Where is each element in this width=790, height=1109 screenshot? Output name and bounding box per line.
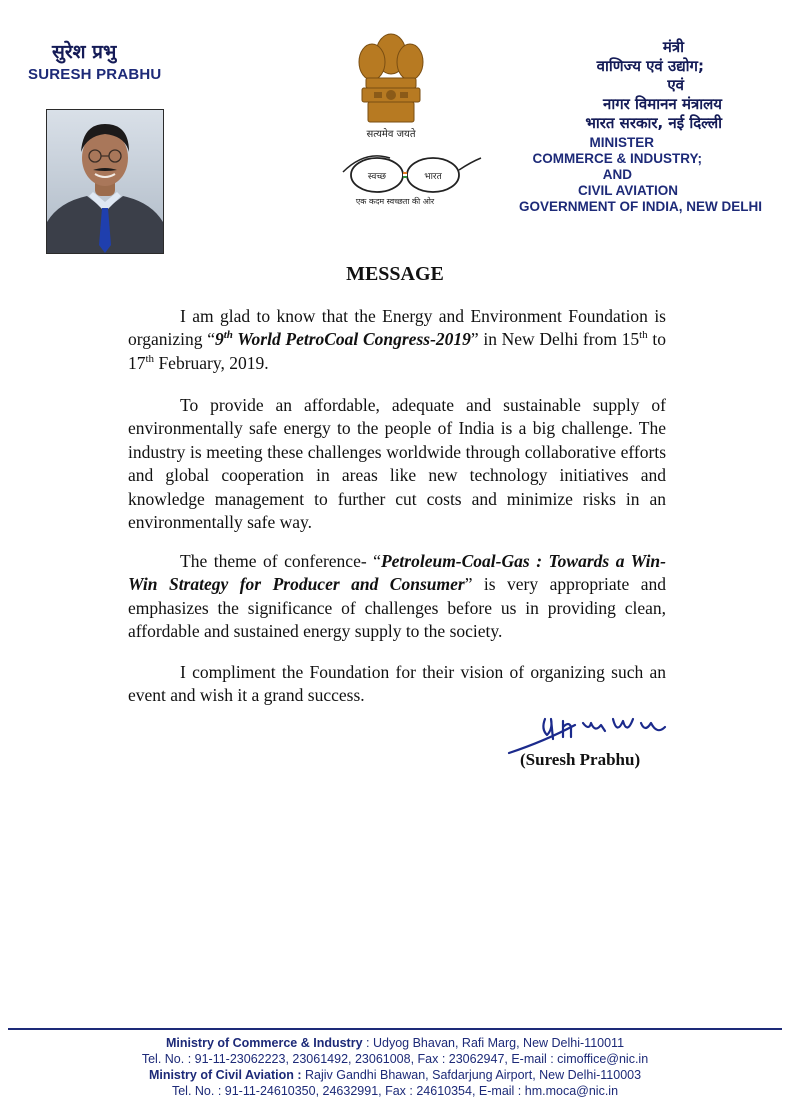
office-english-line: COMMERCE & INDUSTRY;: [532, 151, 702, 166]
date-suffix-2: th: [145, 352, 155, 365]
office-designation: [432, 38, 762, 215]
office-english-line: GOVERNMENT OF INDIA, NEW DELHI: [519, 199, 762, 214]
minister-photo: [46, 109, 164, 254]
p1-text-a: I am glad to know that the Energy and Environment Foundation is organizing “: [128, 306, 666, 350]
event-name: World PetroCoal Congress-2019: [232, 329, 471, 350]
office-hindi-line: भारत सरकार, नई दिल्ली: [585, 114, 722, 132]
event-number: 9: [214, 329, 224, 350]
message-title: MESSAGE: [346, 263, 444, 285]
signatory-name: (Suresh Prabhu): [520, 750, 641, 769]
p1-text-c: to 17: [128, 329, 666, 373]
p3-text-b: ” is very appropriate and emphasizes the significance of challenges before us in providing clean, affordable and sustained energy supply to the society.: [128, 574, 666, 642]
footer-address: [0, 1035, 790, 1099]
message-paragraph-4: [128, 661, 666, 708]
footer-divider: [8, 1028, 782, 1030]
p1-text-d: February, 2019.: [154, 352, 269, 373]
aviation-ministry-label: Ministry of Civil Aviation :: [148, 1068, 302, 1082]
office-hindi-line: मंत्री: [662, 38, 684, 56]
p3-text-a: The theme of conference- “: [180, 551, 381, 571]
commerce-ministry-address: : Udyog Bhavan, Rafi Marg, New Delhi-110011: [362, 1036, 625, 1050]
aviation-ministry-address: Rajiv Gandhi Bhawan, Safdarjung Airport, New Delhi-110003: [301, 1068, 642, 1082]
p1-text-b: ” in New Delhi from 15: [470, 329, 640, 350]
commerce-ministry-label: Ministry of Commerce & Industry: [165, 1036, 363, 1050]
swachh-tagline: एक कदम स्वच्छता की ओर: [355, 197, 435, 206]
message-paragraph-3: [128, 550, 666, 644]
office-hindi-line: वाणिज्य एवं उद्योग;: [596, 57, 704, 75]
portrait-image: [47, 110, 163, 253]
bharat-label: भारत: [424, 172, 442, 182]
footer-line-3: [0, 1067, 790, 1083]
event-number-suffix: th: [223, 329, 233, 342]
office-english-line: AND: [602, 167, 632, 182]
office-hindi-line: एवं: [667, 76, 684, 94]
conference-theme: Petroleum-Coal-Gas : Towards a Win-Win Strategy for Producer and Consumer: [128, 551, 666, 595]
footer-line-1: [0, 1035, 790, 1051]
national-emblem-icon: [348, 22, 434, 142]
message-paragraph-1: [128, 305, 666, 375]
p2-text: To provide an affordable, adequate and sustainable supply of environmentally safe energy to the people of India is a big challenge. The industry is meeting these challenges worldwide through collaborative efforts and global cooperation in areas like new technology initiatives and knowledge management to further cut costs and minimize risks in an environmentally safe way.: [128, 395, 666, 533]
office-hindi-line: नागर विमानन मंत्रालय: [603, 95, 722, 113]
minister-name-hindi: सुरेश प्रभु: [52, 41, 117, 63]
message-paragraph-2: [128, 394, 666, 534]
p4-text: I compliment the Foundation for their vision of organizing such an event and wish it a grand success.: [128, 662, 666, 706]
footer-line-2: Tel. No. : 91-11-23062223, 23061492, 23061008, Fax : 23062947, E-mail : cimoffice@nic.in: [141, 1052, 649, 1066]
footer-line-4: Tel. No. : 91-11-24610350, 24632991, Fax : 24610354, E-mail : hm.moca@nic.in: [171, 1084, 619, 1098]
minister-name-english: SURESH PRABHU: [28, 66, 162, 83]
swachh-label: स्वच्छ: [367, 172, 387, 182]
emblem-motto: सत्यमेव जयते: [366, 129, 416, 140]
office-english-line: MINISTER: [589, 135, 654, 150]
office-english-line: CIVIL AVIATION: [577, 183, 678, 198]
date-suffix-1: th: [639, 329, 648, 342]
